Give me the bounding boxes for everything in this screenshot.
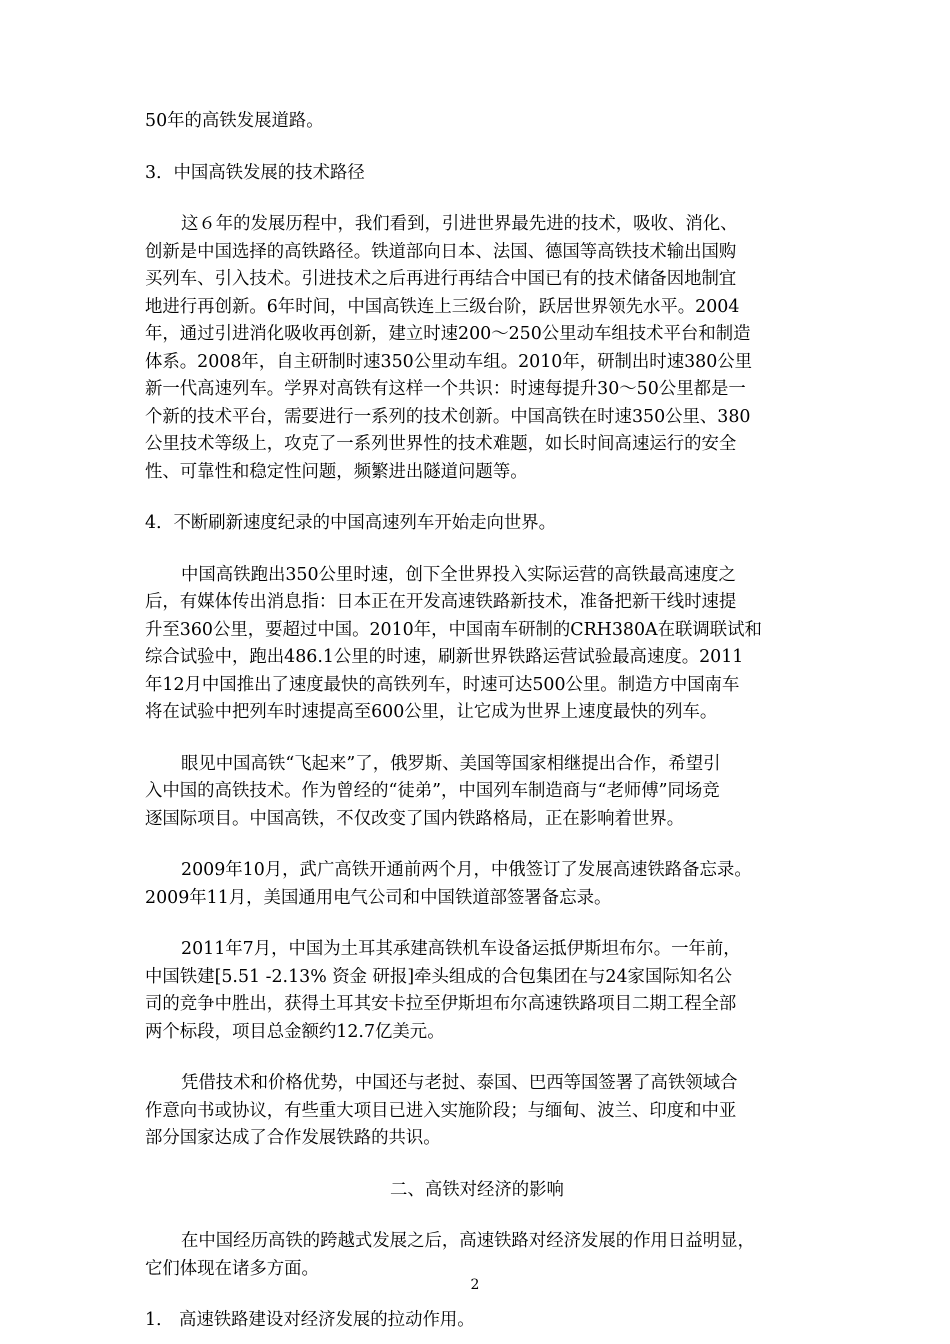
text-line: 部分国家达成了合作发展铁路的共识。 [145,1128,441,1148]
section-4-paragraph-2 [145,751,809,834]
text-line: 性、可靠性和稳定性问题，频繁进出隧道问题等。 [145,461,528,482]
section-4-paragraph-4 [145,936,809,1046]
text-line: 年，通过引进消化吸收再创新，建立时速200～250公里动车组技术平台和制造 [145,324,751,344]
text-line: 2009年10月，武广高铁开通前两个月，中俄签订了发展高速铁路备忘录。 [181,860,752,880]
text-line: 凭借技术和价格优势，中国还与老挝、泰国、巴西等国签署了高铁领域合 [181,1073,738,1093]
text-line: 入中国的高铁技术。作为曾经的“徒弟”，中国列车制造商与“老师傅”同场竞 [145,781,720,801]
section-3-paragraph [145,211,809,486]
section-3-heading: 3．中国高铁发展的技术路径 [145,162,365,183]
text-line: 年12月中国推出了速度最快的高铁列车，时速可达500公里。制造方中国南车 [145,674,740,695]
text-line: 2009年11月，美国通用电气公司和中国铁道部签署备忘录。 [145,887,612,908]
document-body [145,108,809,1335]
text-line: 买列车、引入技术。引进技术之后再进行再结合中国已有的技术储备因地制宜 [145,269,737,289]
text-line: 逐国际项目。中国高铁，不仅改变了国内铁路格局，正在影响着世界。 [145,808,685,829]
text-line: 2011年7月，中国为土耳其承建高铁机车设备运抵伊斯坦布尔。一年前， [181,939,741,959]
text-line: 体系。2008年，自主研制时速350公里动车组。2010年，研制出时速380公里 [145,351,753,372]
section-4-paragraph-1 [145,562,809,727]
text-line: 后，有媒体传出消息指：日本正在开发高速铁路新技术，准备把新干线时速提 [145,592,737,612]
text-line: 眼见中国高铁“飞起来”了，俄罗斯、美国等国家相继提出合作，希望引 [181,753,721,774]
page-number: 2 [470,1277,480,1293]
part-2-subheading-1: 1． 高速铁路建设对经济发展的拉动作用。 [145,1310,475,1330]
text-line: 新一代高速列车。学界对高铁有这样一个共识：时速每提升30～50公里都是一 [145,379,746,399]
text-line: 中国铁建[5.51 -2.13% 资金 研报]牵头组成的合包集团在与24家国际知名公 [145,966,732,987]
text-line: 这６年的发展历程中，我们看到，引进世界最先进的技术，吸收、消化、 [181,214,738,234]
paragraph-intro-tail: 50年的高铁发展道路。 [145,111,324,131]
part-2-paragraph-1 [145,1228,809,1283]
section-4-paragraph-3 [145,857,809,912]
text-line: 作意向书或协议，有些重大项目已进入实施阶段；与缅甸、波兰、印度和中亚 [145,1100,737,1121]
text-line: 升至360公里，要超过中国。2010年，中国南车研制的CRH380A在联调联试和 [145,619,762,640]
text-line: 创新是中国选择的高铁路径。铁道部向日本、法国、德国等高铁技术输出国购 [145,241,737,262]
text-line: 在中国经历高铁的跨越式发展之后，高速铁路对经济发展的作用日益明显， [181,1231,755,1251]
text-line: 公里技术等级上，攻克了一系列世界性的技术难题，如长时间高速运行的安全 [145,434,737,454]
text-line: 司的竞争中胜出，获得土耳其安卡拉至伊斯坦布尔高速铁路项目二期工程全部 [145,994,737,1014]
section-4-heading: 4．不断刷新速度纪录的中国高速列车开始走向世界。 [145,513,557,533]
part-2-heading: 二、高铁对经济的影响 [390,1179,564,1200]
text-line: 它们体现在诸多方面。 [145,1258,319,1279]
text-line: 中国高铁跑出350公里时速，创下全世界投入实际运营的高铁最高速度之 [181,564,736,585]
section-4-paragraph-5 [145,1070,809,1153]
text-line: 个新的技术平台，需要进行一系列的技术创新。中国高铁在时速350公里、380 [145,406,751,427]
text-line: 将在试验中把列车时速提高至600公里，让它成为世界上速度最快的列车。 [145,702,718,722]
text-line: 两个标段，项目总金额约12.7亿美元。 [145,1021,445,1042]
text-line: 地进行再创新。6年时间，中国高铁连上三级台阶，跃居世界领先水平。2004 [145,296,740,317]
text-line: 综合试验中，跑出486.1公里的时速，刷新世界铁路运营试验最高速度。2011 [145,647,744,667]
